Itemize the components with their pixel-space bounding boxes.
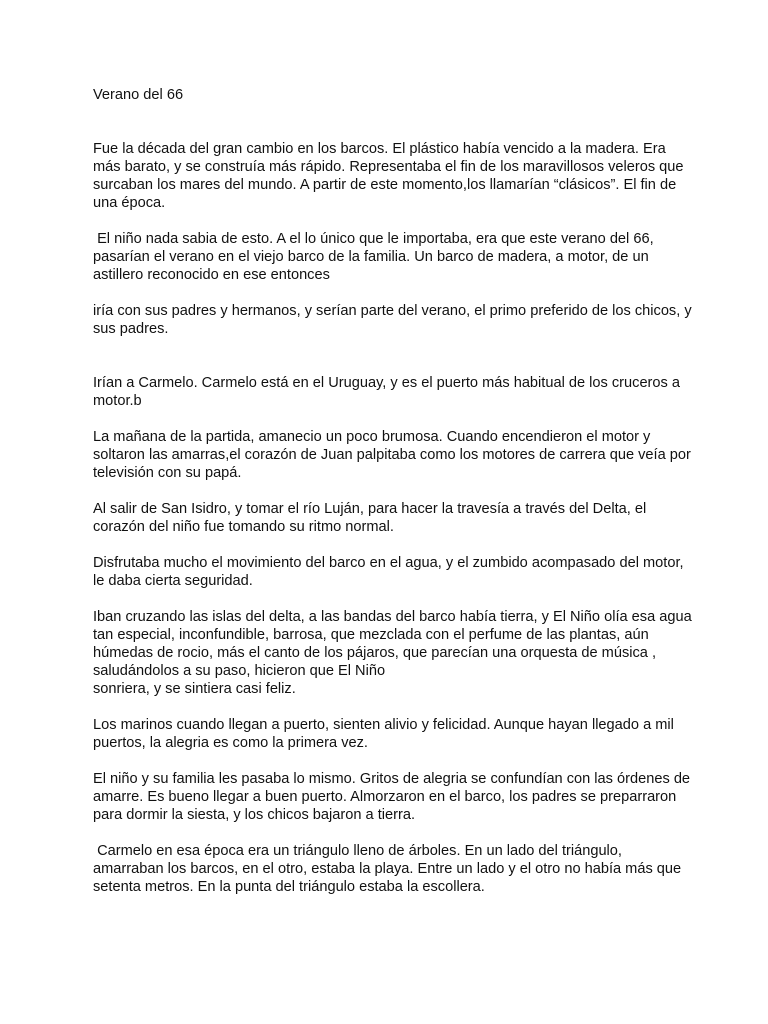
- document-title: Verano del 66: [93, 87, 184, 103]
- document-page: [93, 86, 696, 914]
- paragraph-8: Iban cruzando las islas del delta, a las bandas del barco había tierra, y El Niño olía esa agua tan especial, inconfundible, barrosa, que mezclada con el perfume de las plantas, aún húmedas de rocio, más el canto de los pájaros, que parecían una orquesta de música , saludándolos a su paso, hicieron que El Niño sonriera, y se sintiera casi feliz.: [93, 609, 692, 697]
- paragraph-7: Disfrutaba mucho el movimiento del barco en el agua, y el zumbido acompasado del motor, le daba cierta seguridad.: [93, 555, 688, 589]
- paragraph-5: La mañana de la partida, amanecio un poco brumosa. Cuando encendieron el motor y soltaron las amarras,el corazón de Juan palpitaba como los motores de carrera que veía por televisión con su papá.: [93, 429, 695, 481]
- paragraph-4: Irían a Carmelo. Carmelo está en el Uruguay, y es el puerto más habitual de los cruceros a motor.b: [93, 375, 685, 409]
- blank-line: [93, 356, 693, 374]
- paragraph-1: Fue la década del gran cambio en los barcos. El plástico había vencido a la madera. Era más barato, y se construía más rápido. Representaba el fin de los maravillosos veleros que surcaban los mares del mundo. A partir de este momento,los llamarían “clásicos”. El fin de una época.: [93, 141, 688, 211]
- paragraph-3: iría con sus padres y hermanos, y serían parte del verano, el primo preferido de los chicos, y sus padres.: [93, 303, 696, 337]
- paragraph-2: El niño nada sabia de esto. A el lo único que le importaba, era que este verano del 66, pasarían el verano en el viejo barco de la familia. Un barco de madera, a motor, de un astillero reconocido en ese entonces: [93, 231, 658, 283]
- paragraph-6: Al salir de San Isidro, y tomar el río Luján, para hacer la travesía a través del Delta, el corazón del niño fue tomando su ritmo normal.: [93, 501, 651, 535]
- paragraph-10: El niño y su familia les pasaba lo mismo. Gritos de alegria se confundían con las órdenes de amarre. Es bueno llegar a buen puerto. Almorzaron en el barco, los padres se preparraron para dormir la siesta, y los chicos bajaron a tierra.: [93, 771, 695, 823]
- paragraph-9: Los marinos cuando llegan a puerto, sienten alivio y felicidad. Aunque hayan llegado a mil puertos, la alegria es como la primera vez.: [93, 717, 678, 751]
- paragraph-11: Carmelo en esa época era un triángulo lleno de árboles. En un lado del triángulo, amarraban los barcos, en el otro, estaba la playa. Entre un lado y el otro no había más que setenta metros. En la punta del triángulo estaba la escollera.: [93, 843, 686, 895]
